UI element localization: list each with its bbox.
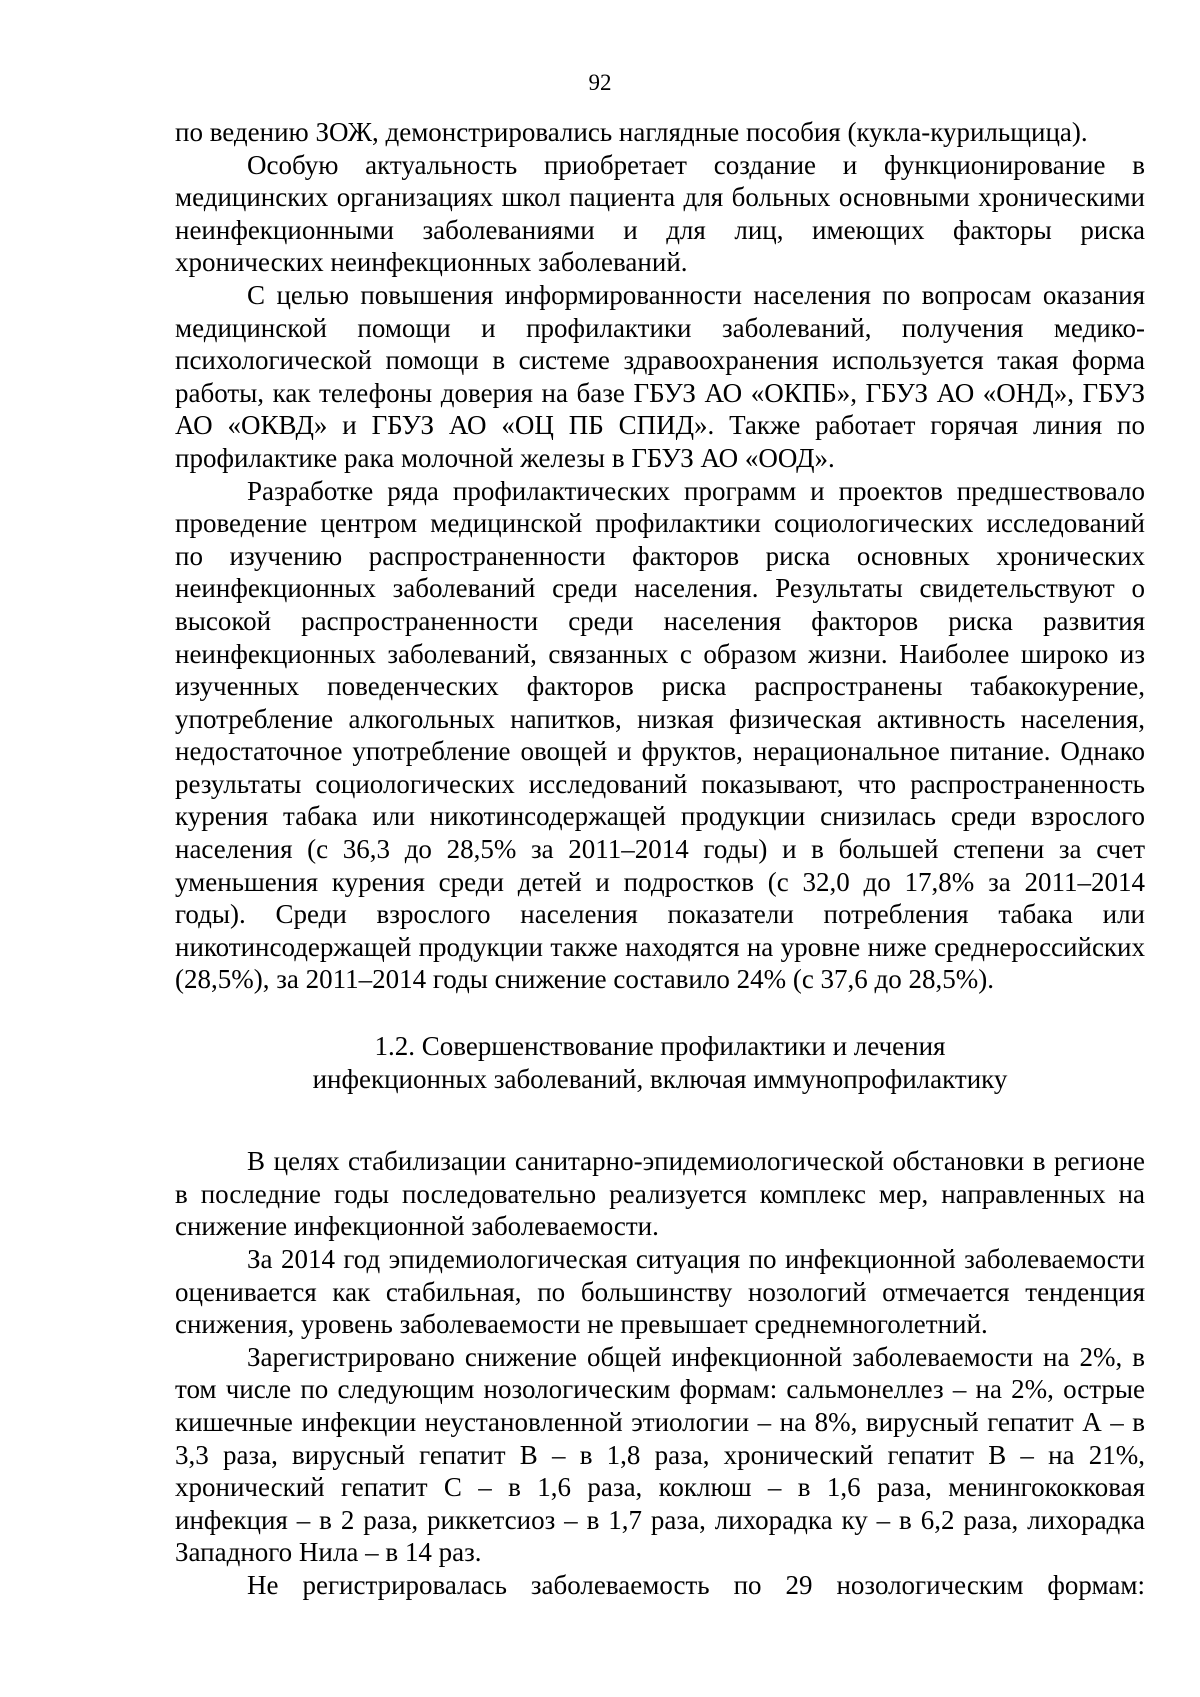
page-number: 92 — [588, 70, 612, 95]
paragraph: Не регистрировалась заболеваемость по 29 нозологическим формам: — [247, 1569, 1145, 1600]
paragraph: по ведению ЗОЖ, демонстрировались наглядные пособия (кукла-курильщица). — [175, 117, 1088, 147]
section-heading-line: инфекционных заболеваний, включая иммунопрофилактику — [312, 1063, 1008, 1094]
paragraph: Особую актуальность приобретает создание и функционирование в медицинских организациях школ пациента для больных основными хроническими неинфекционными заболеваниями и для лиц, имеющих факторы риска хронических неинфекционных заболеваний. — [175, 149, 1145, 278]
section-heading — [175, 1030, 1145, 1095]
page-body — [175, 116, 1145, 1602]
paragraph: Зарегистрировано снижение общей инфекционной заболеваемости на 2%, в том числе по следующим нозологическим формам: сальмонеллез – на 2%, острые кишечные инфекции неустановленной этиологии – на 8%, вирусный гепатит А – в 3,3 раза, вирусный гепатит В – в 1,8 раза, хронический гепатит В – на 21%, хронический гепатит С – в 1,6 раза, коклюш – в 1,6 раза, менингококковая инфекция – в 2 раза, риккетсиоз – в 1,7 раза, лихорадка ку – в 6,2 раза, лихорадка Западного Нила – в 14 раз. — [175, 1341, 1145, 1568]
paragraph: В целях стабилизации санитарно-эпидемиологической обстановки в регионе в последние годы последовательно реализуется комплекс мер, направленных на снижение инфекционной заболеваемости. — [175, 1146, 1145, 1242]
section-heading-line: 1.2. Совершенствование профилактики и лечения — [374, 1031, 946, 1062]
paragraph: Разработке ряда профилактических программ и проектов предшествовало проведение центром медицинской профилактики социологических исследований по изучению распространенности факторов риска основных хронических неинфекционных заболеваний среди населения. Результаты свидетельствуют о высокой распространенности среди населения факторов риска развития неинфекционных заболеваний, связанных с образом жизни. Наиболее широко из изученных поведенческих факторов риска распространены табакокурение, употребление алкогольных напитков, низкая физическая активность населения, недостаточное употребление овощей и фруктов, нерациональное питание. Однако результаты социологических исследований показывают, что распространенность курения табака или никотинсодержащей продукции снизилась среди взрослого населения (с 36,3 до 28,5% за 2011–2014 годы) и в большей степени за счет уменьшения курения среди детей и подростков (с 32,0 до 17,8% за 2011–2014 годы). Среди взрослого населения показатели потребления табака или никотинсодержащей продукции также находятся на уровне ниже среднероссийских (28,5%), за 2011–2014 годы снижение составило 24% (с 37,6 до 28,5%). — [175, 475, 1145, 995]
paragraph: С целью повышения информированности населения по вопросам оказания медицинской помощи и профилактики заболеваний, получения медико-психологической помощи в системе здравоохранения используется такая форма работы, как телефоны доверия на базе ГБУЗ АО «ОКПБ», ГБУЗ АО «ОНД», ГБУЗ АО «ОКВД» и ГБУЗ АО «ОЦ ПБ СПИД». Также работает горячая линия по профилактике рака молочной железы в ГБУЗ АО «ООД». — [175, 279, 1145, 473]
paragraph: За 2014 год эпидемиологическая ситуация по инфекционной заболеваемости оценивается как стабильная, по большинству нозологий отмечается тенденция снижения, уровень заболеваемости не превышает среднемноголетний. — [175, 1244, 1145, 1340]
